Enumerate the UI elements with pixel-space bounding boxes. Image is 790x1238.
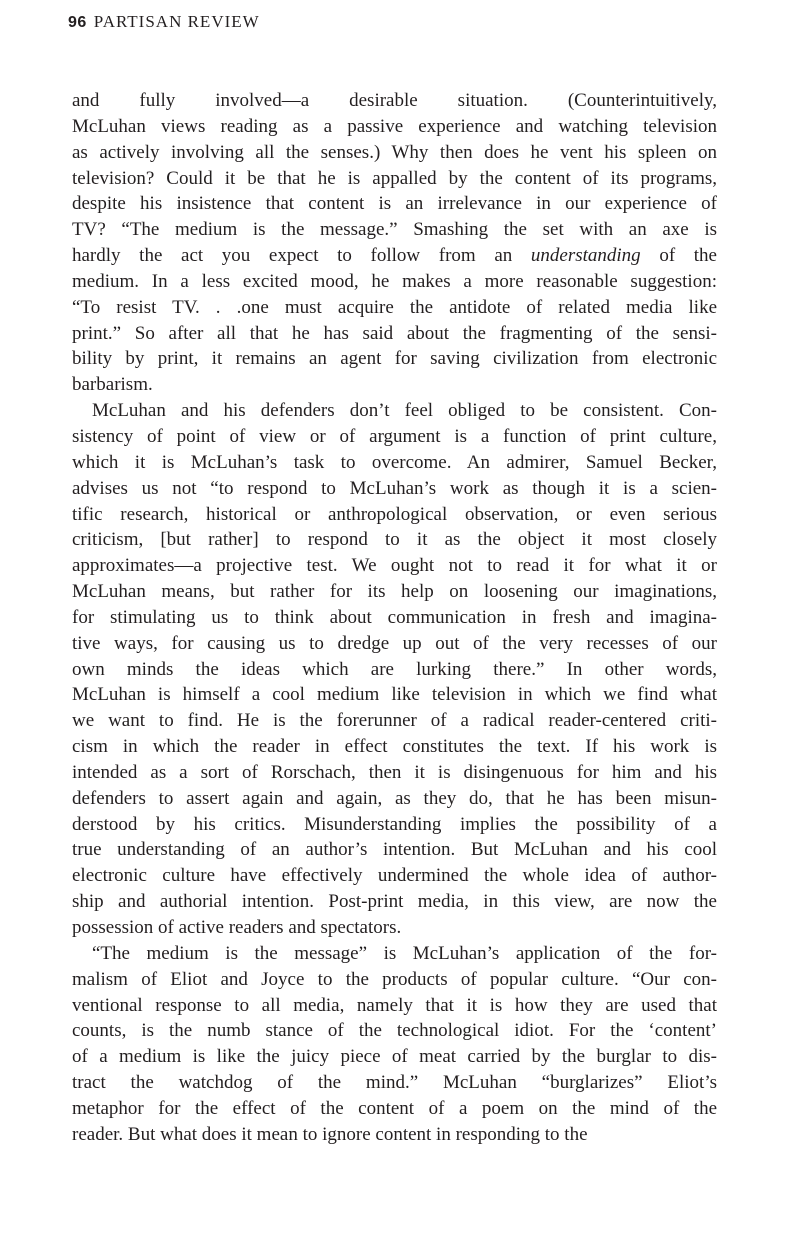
text-line: “The medium is the message” is McLuhan’s application of the for- xyxy=(92,942,717,964)
text-line: barbarism. xyxy=(72,374,153,396)
paragraph xyxy=(72,88,717,398)
text-line: we want to find. He is the forerunner of a radical reader-centered criti- xyxy=(72,710,717,732)
text-segment: of the xyxy=(640,245,717,267)
text-line: own minds the ideas which are lurking there.” In other words, xyxy=(72,658,717,680)
text-line: medium. In a less excited mood, he makes a more reasonable suggestion: xyxy=(72,270,717,292)
body-text xyxy=(72,88,717,1148)
paragraph xyxy=(72,398,717,941)
text-line: approximates—a projective test. We ought not to read it for what it or xyxy=(72,555,717,577)
text-line: electronic culture have effectively undermined the whole idea of author- xyxy=(72,865,717,887)
text-line: television? Could it be that he is appalled by the content of its programs, xyxy=(72,167,717,189)
text-line: bility by print, it remains an agent for saving civilization from electronic xyxy=(72,348,717,370)
text-line: ship and authorial intention. Post-print media, in this view, are now the xyxy=(72,891,717,913)
text-line: ventional response to all media, namely that it is how they are used that xyxy=(72,994,717,1016)
emphasized-word: understanding xyxy=(530,245,641,267)
text-line: McLuhan means, but rather for its help on loosening our imaginations, xyxy=(72,581,717,603)
text-line: advises us not “to respond to McLuhan’s work as though it is a scien- xyxy=(72,477,717,499)
text-line: metaphor for the effect of the content of a poem on the mind of the xyxy=(72,1097,717,1119)
text-line: tive ways, for causing us to dredge up out of the very recesses of our xyxy=(72,632,717,654)
text-line: criticism, [but rather] to respond to it as the object it most closely xyxy=(72,529,717,551)
text-line: McLuhan views reading as a passive experience and watching television xyxy=(72,115,717,137)
text-line: McLuhan is himself a cool medium like television in which we find what xyxy=(72,684,717,706)
page-number: 96 xyxy=(68,14,87,31)
text-line: possession of active readers and spectators. xyxy=(72,917,402,938)
text-line: which it is McLuhan’s task to overcome. An admirer, Samuel Becker, xyxy=(72,451,717,473)
text-line: tific research, historical or anthropological observation, or even serious xyxy=(72,503,717,525)
text-line: sistency of point of view or of argument is a function of print culture, xyxy=(72,425,717,447)
text-line: derstood by his critics. Misunderstanding implies the possibility of a xyxy=(72,813,717,835)
text-line: malism of Eliot and Joyce to the products of popular culture. “Our con- xyxy=(72,968,717,990)
text-line: “To resist TV. . .one must acquire the antidote of related media like xyxy=(72,296,717,318)
paragraph xyxy=(72,941,717,1148)
text-line: despite his insistence that content is an irrelevance in our experience of xyxy=(72,193,717,215)
text-line: reader. But what does it mean to ignore content in responding to the xyxy=(72,1123,588,1145)
text-line: defenders to assert again and again, as they do, that he has been misun- xyxy=(72,787,717,809)
text-line: intended as a sort of Rorschach, then it is disingenuous for him and his xyxy=(72,761,717,783)
text-line: McLuhan and his defenders don’t feel obliged to be consistent. Con- xyxy=(92,400,717,422)
text-line: as actively involving all the senses.) Why then does he vent his spleen on xyxy=(72,141,717,163)
text-line: counts, is the numb stance of the technological idiot. For the ‘content’ xyxy=(72,1020,717,1042)
running-header xyxy=(68,12,260,32)
text-line: true understanding of an author’s intention. But McLuhan and his cool xyxy=(72,839,717,861)
text-line: print.” So after all that he has said about the fragmenting of the sensi- xyxy=(72,322,717,344)
text-line: TV? “The medium is the message.” Smashing the set with an axe is xyxy=(72,219,717,241)
text-segment: hardly the act you expect to follow from an xyxy=(72,245,531,267)
text-line: and fully involved—a desirable situation. (Counterintuitively, xyxy=(72,90,717,111)
journal-title: PARTISAN REVIEW xyxy=(93,12,260,31)
text-line: tract the watchdog of the mind.” McLuhan “burglarizes” Eliot’s xyxy=(72,1072,717,1094)
text-line: of a medium is like the juicy piece of meat carried by the burglar to dis- xyxy=(72,1046,717,1068)
text-line xyxy=(72,243,717,269)
text-line: cism in which the reader in effect constitutes the text. If his work is xyxy=(72,736,717,758)
text-line: for stimulating us to think about communication in fresh and imagina- xyxy=(72,606,717,628)
